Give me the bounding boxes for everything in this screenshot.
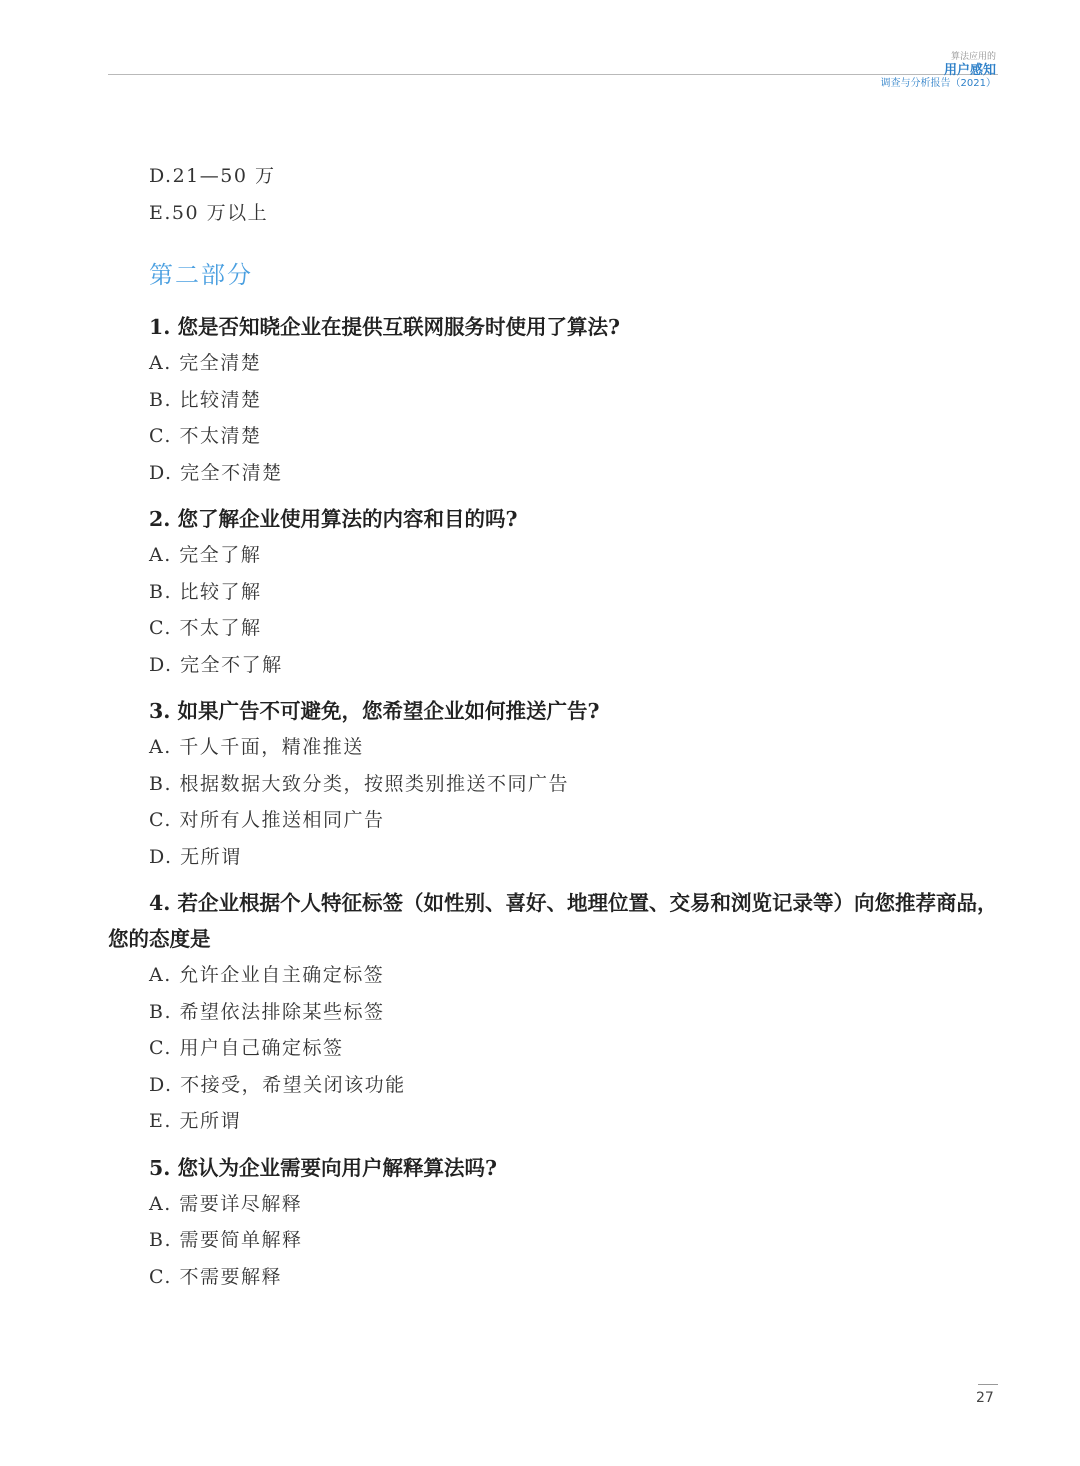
question-2-text: 2. 您了解企业使用算法的内容和目的吗? (149, 507, 518, 531)
q1-option-c: C. 不太清楚 (149, 425, 262, 447)
header-rule (108, 74, 998, 75)
page-number: 27 (976, 1390, 994, 1406)
q4-option-a: A. 允许企业自主确定标签 (149, 964, 385, 986)
q5-option-c: C. 不需要解释 (149, 1265, 282, 1288)
brand-line-3: 调查与分析报告（2021） (880, 78, 996, 90)
question-4-text: 4. 若企业根据个人特征标签（如性别、喜好、地理位置、交易和浏览记录等）向您推荐商品，您的态度是 (108, 891, 998, 951)
prev-option-d: D.21—50 万 (149, 165, 276, 187)
question-3 (108, 693, 1008, 875)
q3-option-b: B. 根据数据大致分类，按照类别推送不同广告 (149, 772, 570, 795)
brand-line-2: 用户感知 (943, 62, 996, 78)
question-5-text: 5. 您认为企业需要向用户解释算法吗? (149, 1155, 498, 1180)
q2-option-b: B. 比较了解 (149, 580, 262, 603)
q5-option-a: A. 需要详尽解释 (149, 1192, 303, 1215)
question-2 (108, 501, 1008, 683)
report-brand (881, 52, 996, 90)
q4-option-e: E. 无所谓 (149, 1110, 241, 1132)
section-title: 第二部分 (149, 261, 253, 289)
prev-option-e: E.50 万以上 (149, 201, 269, 224)
q2-option-c: C. 不太了解 (149, 617, 262, 639)
q4-option-b: B. 希望依法排除某些标签 (149, 1000, 385, 1023)
question-1-text: 1. 您是否知晓企业在提供互联网服务时使用了算法? (149, 315, 621, 339)
q4-option-d: D. 不接受，希望关闭该功能 (149, 1073, 406, 1096)
q4-option-c: C. 用户自己确定标签 (149, 1037, 344, 1059)
brand-line-1: 算法应用的 (950, 52, 996, 62)
question-5 (108, 1150, 1008, 1296)
q2-option-d: D. 完全不了解 (149, 653, 283, 676)
q1-option-a: A. 完全清楚 (149, 352, 262, 374)
page-content (108, 158, 1008, 1295)
question-4 (108, 885, 1008, 1140)
q3-option-d: D. 无所谓 (149, 845, 242, 868)
q3-option-a: A. 千人千面，精准推送 (149, 736, 364, 758)
q1-option-b: B. 比较清楚 (149, 388, 262, 411)
q5-option-b: B. 需要简单解释 (149, 1229, 303, 1251)
q3-option-c: C. 对所有人推送相同广告 (149, 809, 385, 831)
q1-option-d: D. 完全不清楚 (149, 461, 283, 484)
question-1 (108, 309, 1008, 491)
question-3-text: 3. 如果广告不可避免，您希望企业如何推送广告? (149, 699, 600, 723)
page-number-rule (978, 1384, 998, 1385)
q2-option-a: A. 完全了解 (149, 544, 262, 566)
